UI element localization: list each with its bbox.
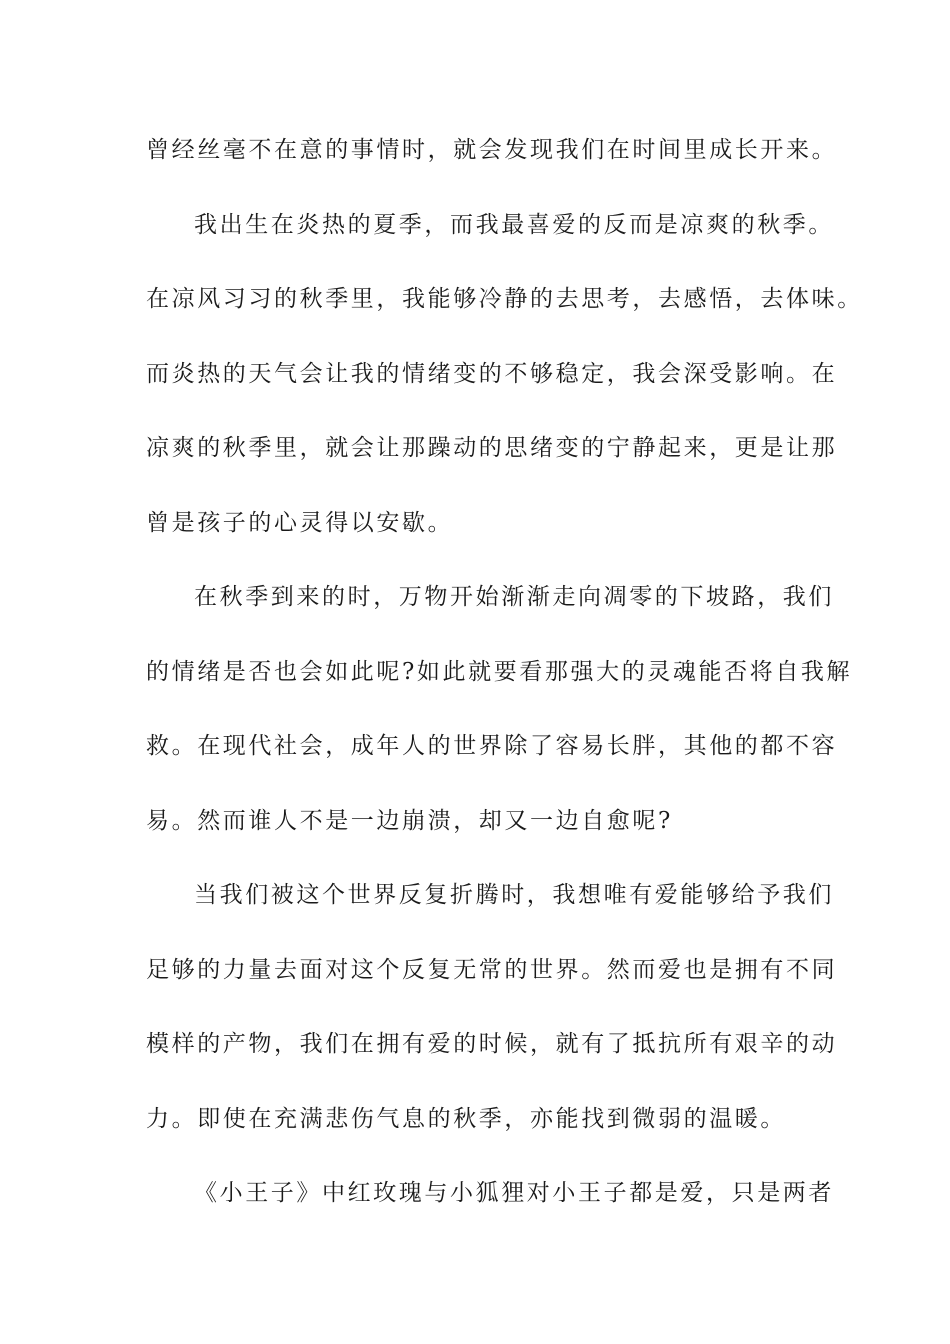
text-line: 易。然而谁人不是一边崩溃，却又一边自愈呢? (146, 807, 673, 834)
text-line: 曾是孩子的心灵得以安歇。 (146, 509, 454, 536)
text-line: 力。即使在充满悲伤气息的秋季，亦能找到微弱的温暖。 (146, 1105, 786, 1132)
text-line: 在凉风习习的秋季里，我能够冷静的去思考，去感悟，去体味。 (146, 286, 863, 312)
text-line: 模样的产物，我们在拥有爱的时候，就有了抵抗所有艰辛的动 (146, 1031, 838, 1057)
text-line: 足够的力量去面对这个反复无常的世界。然而爱也是拥有不同 (146, 956, 838, 983)
text-line: 救。在现代社会，成年人的世界除了容易长胖，其他的都不容 (146, 733, 838, 759)
text-line: 《小王子》中红玫瑰与小狐狸对小王子都是爱，只是两者 (194, 1180, 834, 1206)
text-line: 我出生在炎热的夏季，而我最喜爱的反而是凉爽的秋季。 (194, 211, 834, 238)
text-line: 曾经丝毫不在意的事情时，就会发现我们在时间里成长开来。 (146, 137, 838, 163)
text-line: 而炎热的天气会让我的情绪变的不够稳定，我会深受影响。在 (146, 360, 838, 387)
text-line: 当我们被这个世界反复折腾时，我想唯有爱能够给予我们 (194, 882, 834, 908)
text-line: 在秋季到来的时，万物开始渐渐走向凋零的下坡路，我们 (194, 584, 834, 610)
text-line: 的情绪是否也会如此呢?如此就要看那强大的灵魂能否将自我解 (146, 658, 853, 685)
text-line: 凉爽的秋季里，就会让那躁动的思绪变的宁静起来，更是让那 (146, 435, 838, 461)
body-text (146, 128, 863, 1246)
